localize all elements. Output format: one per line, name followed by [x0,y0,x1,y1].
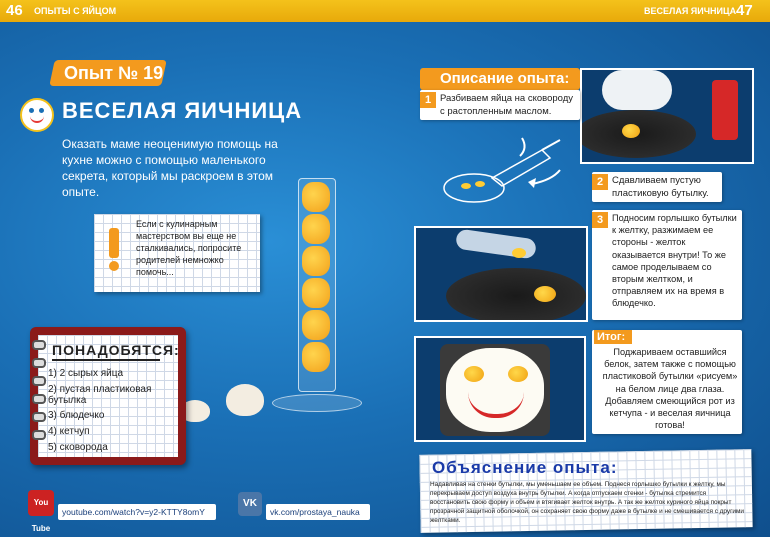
explanation-heading: Объяснение опыта: [432,458,618,477]
section-title-left: ОПЫТЫ С ЯЙЦОМ [34,6,117,16]
binder-ring [32,358,46,368]
yolk [302,214,330,244]
binder-ring [32,412,46,422]
page-title: ВЕСЕЛАЯ ЯИЧНИЦА [62,98,303,123]
binder-ring [32,430,46,440]
photo-bottle-yolk [414,226,588,322]
supply-item: 5) сковорода [48,442,108,453]
glass-base [272,394,362,412]
yolk [302,182,330,212]
smiley-icon [20,98,54,132]
yolk [302,342,330,372]
exclamation-icon [104,228,124,272]
step-number: 2 [592,174,608,190]
binder-ring [32,340,46,350]
supply-item: 4) кетчуп [48,426,90,437]
photo-cracking-eggs [580,68,754,164]
supplies-heading: ПОНАДОБЯТСЯ: [52,342,180,358]
supply-item: 2) пустая пластиковая бутылка [48,384,152,406]
experiment-number: Опыт № 19 [64,63,164,83]
vk-icon[interactable]: VK [238,492,262,516]
yolk [302,278,330,308]
eggshell [226,384,264,416]
result-label: Итог: [597,331,626,343]
intro-text: Оказать маме неоценимую помощь на кухне можно с помощью маленького секрета, который мы раскроем в этом опыте. [62,137,278,199]
note-text: Если с кулинарным мастерством вы еще не сталкивались, попросите родителей немножко помочь... [136,219,242,277]
step-number: 1 [420,92,436,108]
binder-ring [32,376,46,386]
explanation-text: Надавливая на стенки бутылки, мы уменьшаем ее объем. Поднеся горлышко бутылки к желтку, мы перекрываем доступ воздуха внутрь бутылки. А когда отпускаем стенки - бутылка стремится восстановить свою форму и объем и втягивает желток внутрь. А так же желток куриного яйца покрыт прозрачной защитной оболочкой, он сохраняет свою форму даже в бутылке и не смешивается с другими желтками. [430,481,744,524]
photo-funny-egg [414,336,586,442]
youtube-icon[interactable]: You Tube [28,490,54,516]
yolk [302,310,330,340]
supplies-underline [52,359,160,361]
section-title-right: ВЕСЕЛАЯ ЯИЧНИЦА [644,6,737,16]
step-text: Разбиваем яйца на сковороду с растопленным маслом. [440,93,574,117]
page-number-left: 46 [6,2,23,19]
supply-item: 1) 2 сырых яйца [48,368,124,379]
description-heading: Описание опыта: [440,70,570,87]
supply-item: 3) блюдечко [48,410,105,421]
youtube-link[interactable]: youtube.com/watch?v=y2-KTTY8omY [58,504,216,520]
binder-ring [32,394,46,404]
vk-link[interactable]: vk.com/prostaya_nauka [266,504,370,520]
step-text: Подносим горлышко бутылки к желтку, разжимаем ее стороны - желток оказывается внутри! То же самое проделываем со вторым желтком, и отправляем их на время в блюдечко. [612,213,737,309]
bottle-diagram [432,130,577,210]
result-text: Поджариваем оставшийся белок, затем также с помощью пластиковой бутылки «рисуем» на белом лице два глаза. Добавляем смеющийся рот из кетчупа - и веселая яичница готова! [602,347,738,431]
page-number-right: 47 [736,2,753,19]
step-text: Сдавливаем пустую пластиковую бутылку. [612,175,709,199]
step-number: 3 [592,212,608,228]
yolk [302,246,330,276]
